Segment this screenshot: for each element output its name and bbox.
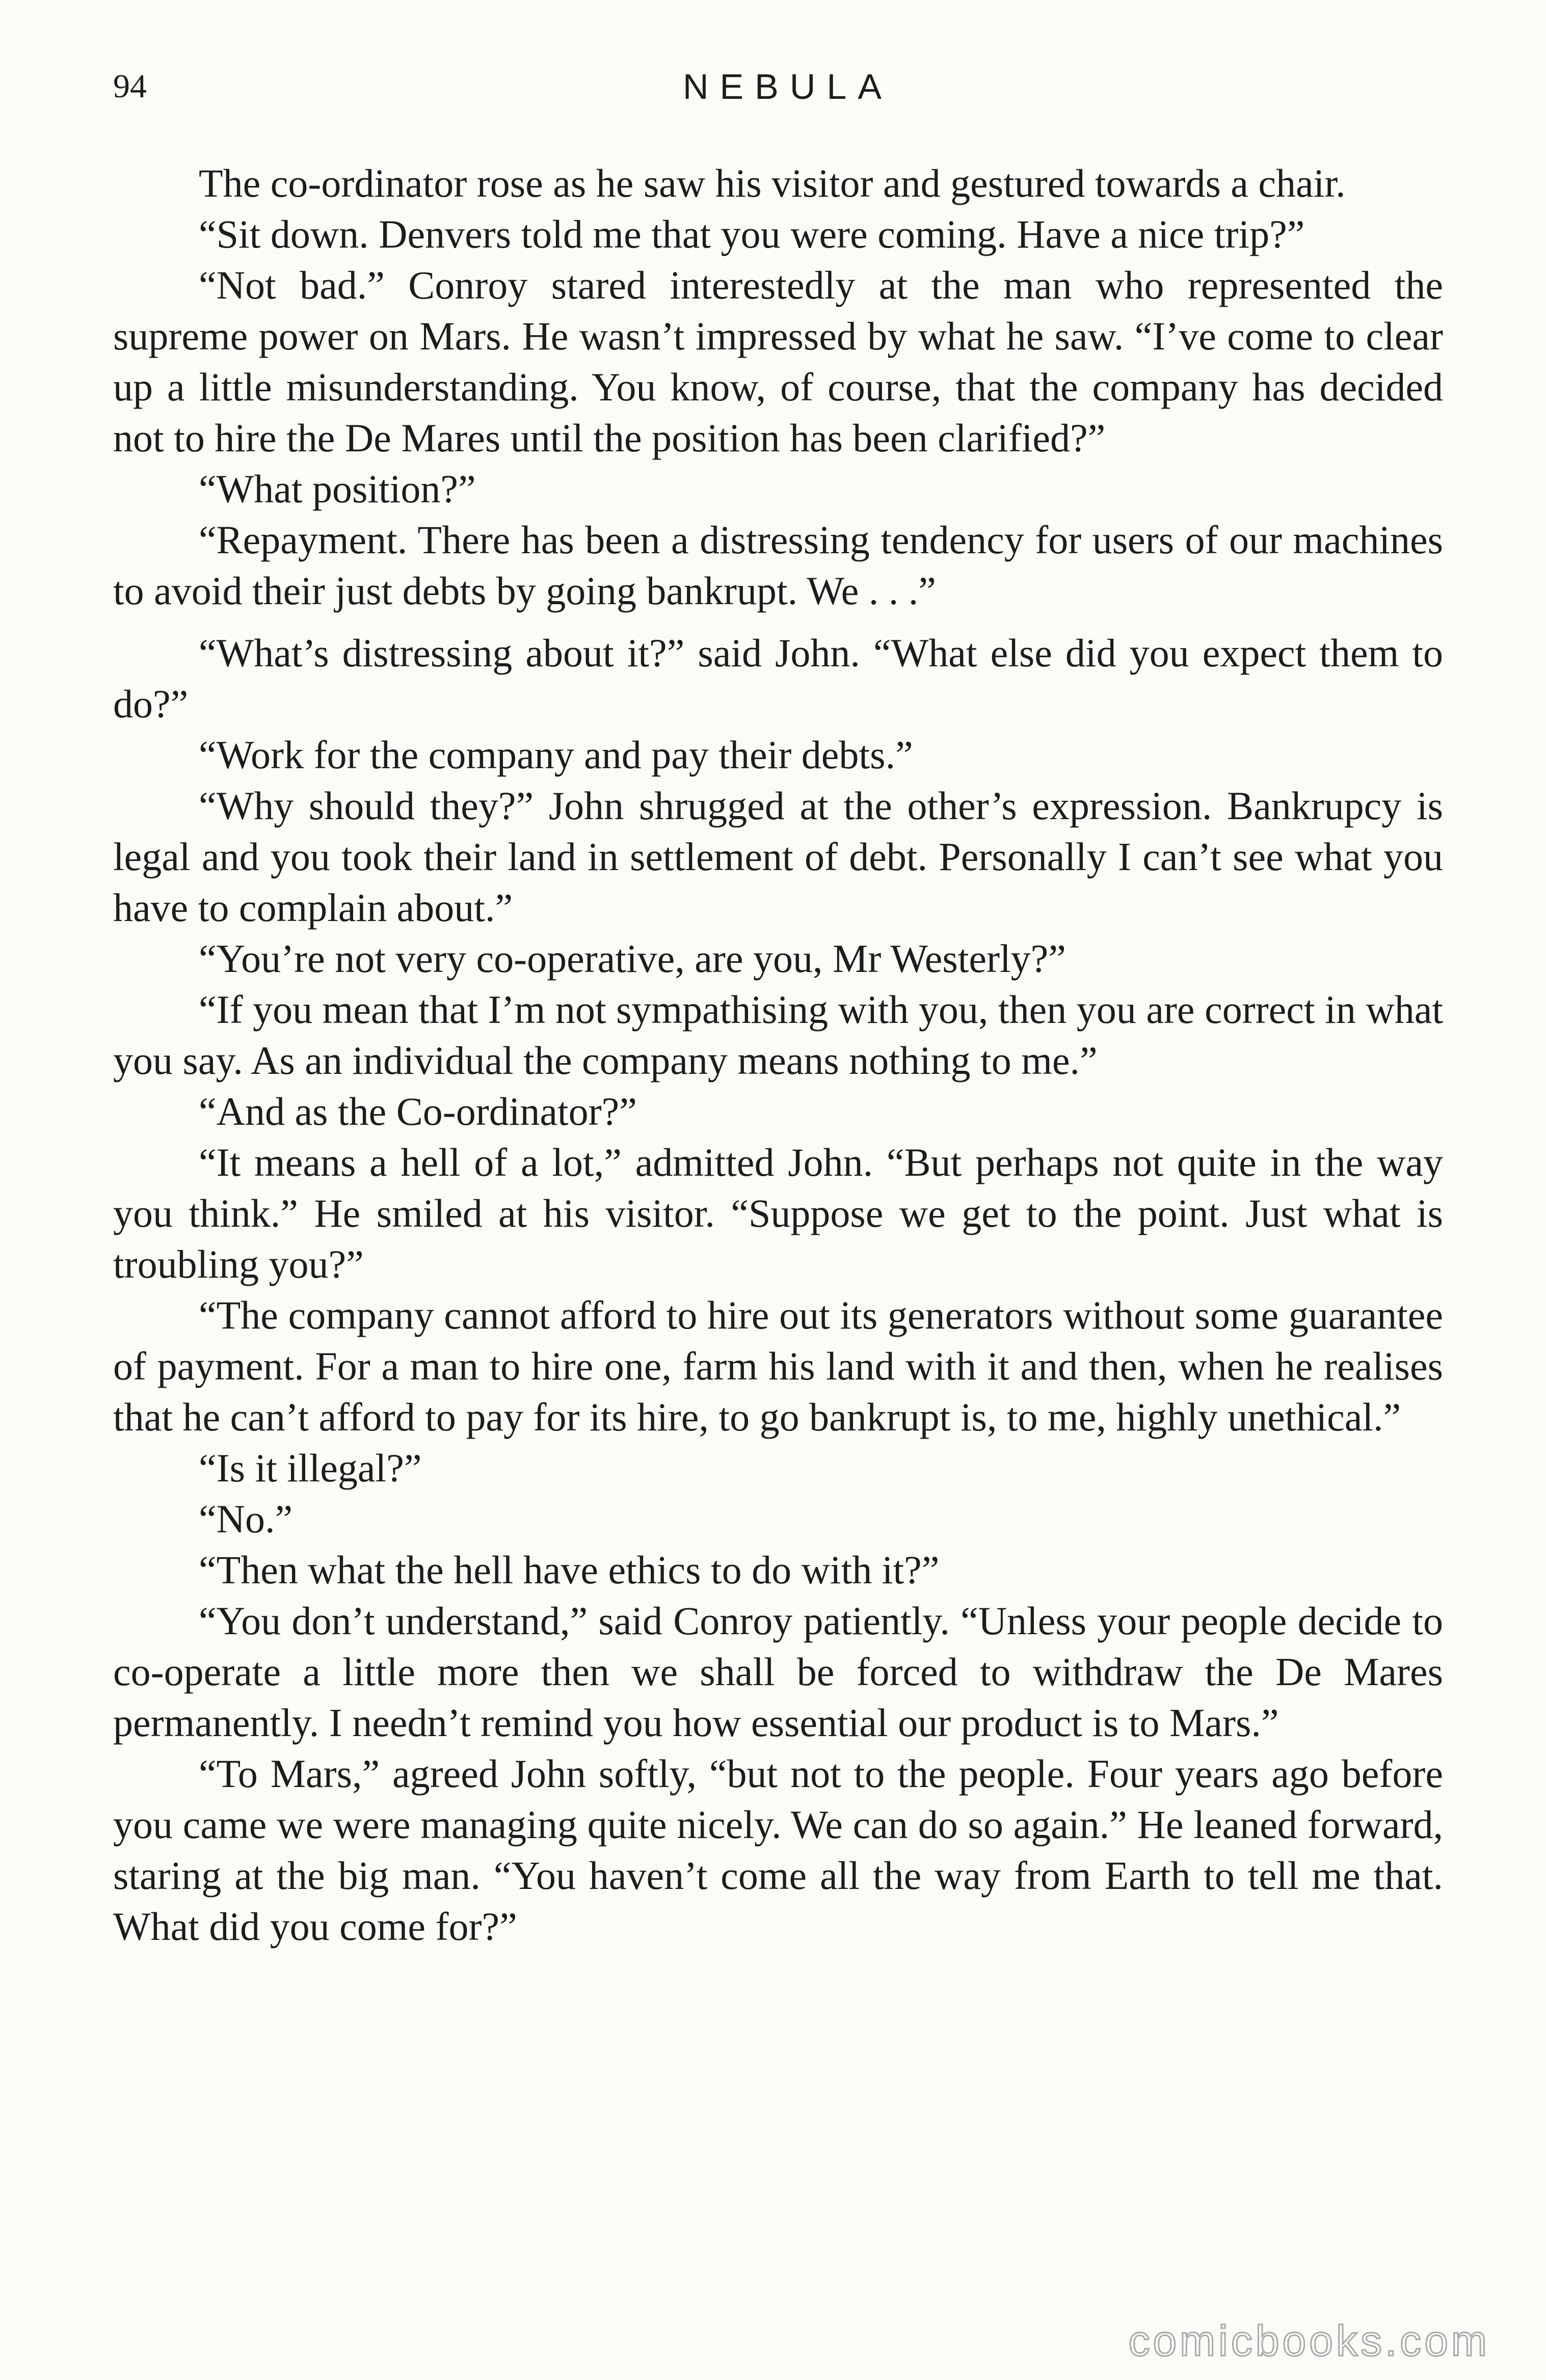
paragraph: “If you mean that I’m not sympathising with you, then you are correct in what you say. As an individual the company means nothing to me.”: [113, 987, 1443, 1083]
paragraph: “No.”: [199, 1497, 293, 1541]
paragraph: “Is it illegal?”: [199, 1446, 422, 1490]
watermark-logo: comicbooks.com: [1128, 2317, 1490, 2365]
paragraph: “What’s distressing about it?” said John. “What else did you expect them to do?”: [113, 631, 1443, 726]
page-header: [113, 61, 1444, 112]
paragraph: “To Mars,” agreed John softly, “but not to the people. Four years ago before you came we were managing quite nicely. We can do so again.” He leaned forward, staring at the big man. “You haven’t come all the way from Earth to tell me that. What did you come for?”: [113, 1751, 1443, 1949]
paragraph: The co-ordinator rose as he saw his visitor and gestured towards a chair.: [199, 161, 1346, 205]
running-title: NEBULA: [682, 67, 893, 106]
story-text: [113, 158, 1443, 1952]
paragraph: “What position?”: [199, 467, 476, 511]
paragraph: “Work for the company and pay their debts.”: [199, 733, 913, 777]
paragraph: “And as the Co-ordinator?”: [199, 1089, 637, 1133]
paragraph: “Repayment. There has been a distressing tendency for users of our machines to avoid their just debts by going bankrupt. We . . .”: [113, 518, 1443, 613]
paragraph: “The company cannot afford to hire out its generators without some guarantee of payment. For a man to hire one, farm his land with it and then, when he realises that he can’t afford to pay for its hire, to go bankrupt is, to me, highly unethical.”: [113, 1293, 1443, 1439]
paragraph: “Sit down. Denvers told me that you were coming. Have a nice trip?”: [199, 212, 1305, 256]
paragraph: “Then what the hell have ethics to do with it?”: [199, 1548, 940, 1592]
paragraph: “You don’t understand,” said Conroy patiently. “Unless your people decide to co-operate a little more then we shall be forced to withdraw the De Mares permanently. I needn’t remind you how essential our product is to Mars.”: [113, 1599, 1443, 1745]
paragraph: “Not bad.” Conroy stared interestedly at the man who represented the supreme power on Mars. He wasn’t impressed by what he saw. “I’ve come to clear up a little misunderstanding. You know, of course, that the company has decided not to hire the De Mares until the position has been clarified?”: [113, 263, 1443, 460]
paragraph: “Why should they?” John shrugged at the other’s expression. Bankrupcy is legal and you took their land in settlement of debt. Personally I can’t see what you have to complain about.”: [113, 783, 1443, 930]
paragraph: “You’re not very co-operative, are you, Mr Westerly?”: [199, 936, 1066, 981]
paragraph: “It means a hell of a lot,” admitted John. “But perhaps not quite in the way you think.” He smiled at his visitor. “Suppose we get to the point. Just what is troubling you?”: [113, 1140, 1443, 1286]
page-number: 94: [113, 68, 147, 105]
